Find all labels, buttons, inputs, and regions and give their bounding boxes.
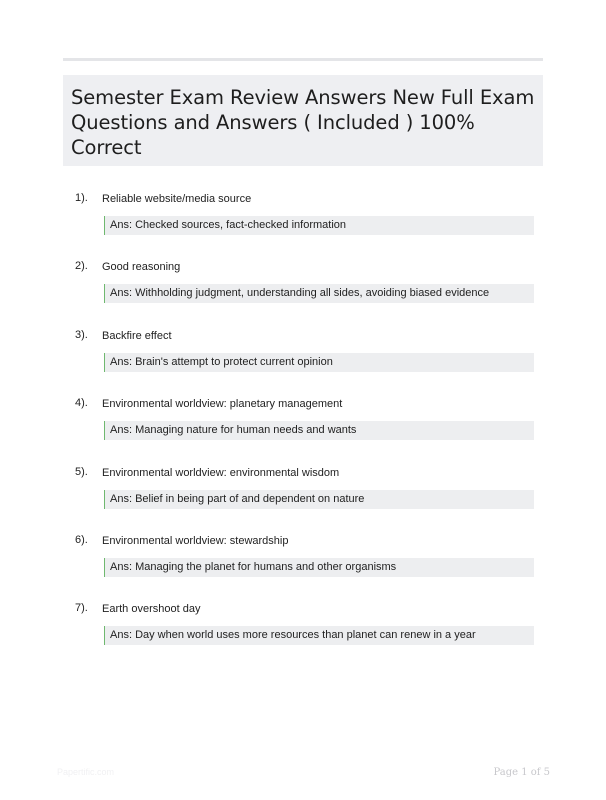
qa-item-2 bbox=[0, 259, 606, 319]
question-text: Environmental worldview: environmental wisdom bbox=[102, 467, 340, 479]
answer-text: Ans: Belief in being part of and dependent on nature bbox=[110, 493, 365, 505]
qa-item-4 bbox=[0, 396, 606, 456]
qa-item-1 bbox=[0, 191, 606, 251]
qa-item-5 bbox=[0, 465, 606, 525]
header-rule bbox=[63, 58, 543, 61]
qa-item-3 bbox=[0, 328, 606, 388]
document-title: Semester Exam Review Answers New Full Exam Questions and Answers ( Included ) 100% Correct bbox=[71, 86, 535, 159]
question-text: Earth overshoot day bbox=[102, 603, 201, 615]
qa-item-6 bbox=[0, 533, 606, 593]
question-number: 2). bbox=[75, 260, 88, 272]
answer-box bbox=[104, 558, 534, 577]
answer-text: Ans: Brain's attempt to protect current opinion bbox=[110, 356, 333, 368]
qa-item-7 bbox=[0, 601, 606, 661]
question-number: 1). bbox=[75, 192, 88, 204]
answer-box bbox=[104, 490, 534, 509]
question-number: 7). bbox=[75, 602, 88, 614]
question-number: 4). bbox=[75, 397, 88, 409]
question-number: 3). bbox=[75, 329, 88, 341]
question-text: Good reasoning bbox=[102, 261, 181, 273]
title-box bbox=[63, 75, 543, 166]
answer-text: Ans: Managing nature for human needs and wants bbox=[110, 424, 357, 436]
answer-text: Ans: Managing the planet for humans and other organisms bbox=[110, 561, 397, 573]
page-number: Page 1 of 5 bbox=[493, 767, 550, 778]
answer-text: Ans: Checked sources, fact-checked information bbox=[110, 219, 347, 231]
question-text: Reliable website/media source bbox=[102, 193, 252, 205]
answer-box bbox=[104, 284, 534, 303]
answer-box bbox=[104, 353, 534, 372]
question-number: 6). bbox=[75, 534, 88, 546]
answer-text: Ans: Day when world uses more resources than planet can renew in a year bbox=[110, 629, 476, 641]
question-text: Environmental worldview: planetary management bbox=[102, 398, 343, 410]
answer-box bbox=[104, 216, 534, 235]
question-number: 5). bbox=[75, 466, 88, 478]
question-text: Backfire effect bbox=[102, 330, 172, 342]
answer-box bbox=[104, 421, 534, 440]
answer-text: Ans: Withholding judgment, understanding all sides, avoiding biased evidence bbox=[110, 287, 490, 299]
question-text: Environmental worldview: stewardship bbox=[102, 535, 289, 547]
footer-watermark: Papertific.com bbox=[57, 767, 115, 777]
answer-box bbox=[104, 626, 534, 645]
